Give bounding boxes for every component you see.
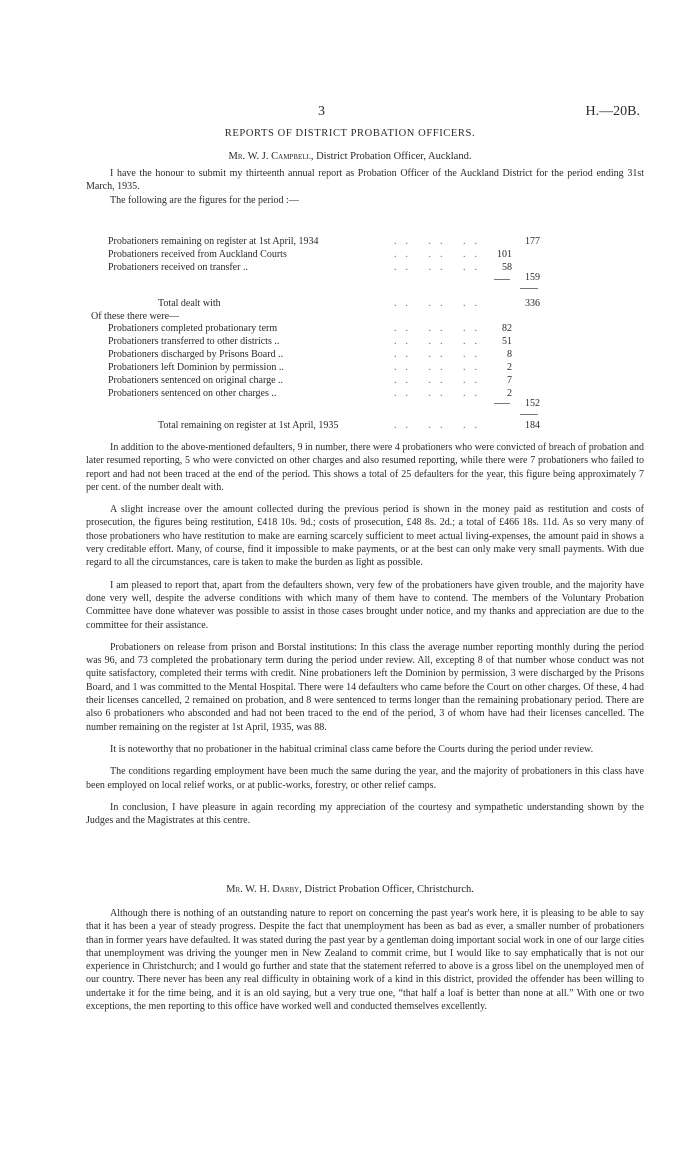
leader-dots: .. .. .. <box>394 236 486 247</box>
report-paragraph: A slight increase over the amount collected during the previous period is shown in the money paid as restitution and costs of prosecution, the figures being restitution, £418 10s. 9d.; costs of prosecution, £48 8s. 2d.; a total of £466 18s. 11d. As so very many of those probationers who have restitution to make are earning scarcely sufficient to meet actual living-expenses, the amount paid in shows a very creditable effort. Many, of course, find it impossible to make payments, or at the best can only make very small payments. With due regard to all the circumstances, care is taken to make the burden as light as possible. <box>86 504 644 569</box>
table2-row-value: 2 <box>507 362 512 373</box>
auckland-officer-heading <box>0 151 700 162</box>
table2-row-value: 51 <box>502 336 512 347</box>
table2-subtotal: 152 <box>525 398 540 409</box>
total-dealt-value: 336 <box>525 298 540 309</box>
leader-dots: .. .. .. <box>394 349 486 360</box>
sum-rule <box>520 288 538 289</box>
report-paragraph: The conditions regarding employment have been much the same during the year, and the majority of probationers in this class have been employed on local relief works, or at public-works, forestry, or other relief camps. <box>86 766 644 791</box>
document-reference: H.—20B. <box>585 104 640 119</box>
total-dealt-label: Total dealt with <box>158 298 221 309</box>
table2-row-value: 7 <box>507 375 512 386</box>
figures-lead: The following are the figures for the period :— <box>110 194 299 206</box>
table1-row-label: Probationers remaining on register at 1st April, 1934 <box>108 236 319 247</box>
table2-row-label: Probationers sentenced on other charges .. <box>108 388 277 399</box>
page-number: 3 <box>318 104 325 119</box>
auckland-intro <box>86 167 644 207</box>
leader-dots: .. .. .. <box>394 336 486 347</box>
christchurch-officer-title: , District Probation Officer, Christchurch. <box>299 884 474 895</box>
table2-row-value: 8 <box>507 349 512 360</box>
report-paragraph: In addition to the above-mentioned defaulters, 9 in number, there were 4 probationers who were convicted of breach of probation and later resumed reporting, 5 who were convicted on other charges and also resumed reporting, while there were 7 probationers who failed to report and had not been traced at the end of the period. This shows a total of 25 defaulters for the year, this figure being approximately 7 per cent. of the number dealt with. <box>86 442 644 493</box>
leader-dots: .. .. .. <box>394 362 486 373</box>
table2-row-value: 82 <box>502 323 512 334</box>
report-paragraph: In conclusion, I have pleasure in again recording my appreciation of the courtesy and sympathetic understanding shown by the Judges and the Magistrates at this centre. <box>86 801 644 827</box>
remaining-label: Total remaining on register at 1st April, 1935 <box>158 420 339 431</box>
of-these-heading: Of these there were— <box>91 311 180 322</box>
report-paragraph: I am pleased to report that, apart from the defaulters shown, very few of the probationers have given trouble, and the majority have done very well, despite the adverse conditions with which many of them have to contend. The members of the Voluntary Probation Committee have done whatever was possible to assist in those cases brought under notice, and my thanks and appreciation are due to the committee for their assistance. <box>86 579 644 631</box>
leader-dots: .. .. .. <box>394 388 486 399</box>
sum-rule <box>494 279 510 280</box>
table2-row-label: Probationers left Dominion by permission .. <box>108 362 284 373</box>
report-paragraph: It is noteworthy that no probationer in the habitual criminal class came before the Courts during the period under review. <box>110 743 594 755</box>
sum-rule <box>520 414 538 415</box>
leader-dots: .. .. .. <box>394 262 486 273</box>
table1-row-label: Probationers received from Auckland Courts <box>108 249 287 260</box>
table2-row-label: Probationers completed probationary term <box>108 323 278 334</box>
leader-dots: .. .. .. <box>394 375 486 386</box>
leader-dots: .. .. .. <box>394 420 486 431</box>
auckland-report-body <box>86 441 644 827</box>
table2-row-label: Probationers discharged by Prisons Board .. <box>108 349 284 360</box>
leader-dots: .. .. .. <box>394 249 486 260</box>
christchurch-officer-heading <box>0 884 700 895</box>
leader-dots: .. .. .. <box>394 323 486 334</box>
table2-row-label: Probationers transferred to other districts .. <box>108 336 280 347</box>
remaining-value: 184 <box>525 420 540 431</box>
table1-row-sub: 58 <box>502 262 512 273</box>
leader-dots: .. .. .. <box>394 298 486 309</box>
report-paragraph: Probationers on release from prison and Borstal institutions: In this class the average number reporting monthly during the period was 96, and 73 completed the probationary term during the period under review. All, excepting 8 of that number whose conduct was not quite satisfactory, completed their terms with credit. Nine probationers left the Dominion by permission, 3 were discharged by the Prisons Board, and 1 was committed to the Mental Hospital. There were 14 defaulters who came before the Court on other charges. Of these, 4 had their licenses cancelled, 2 remained on probation, and 8 were sentenced to terms longer than the remaining probationary period. There are also 6 probationers who absconded and had not been traced to the end of the period, 3 of whom have had their licenses cancelled. The number remaining on the register at 1st April, 1935, was 88. <box>86 641 644 733</box>
christchurch-report-body <box>86 907 644 1013</box>
sum-rule <box>494 403 510 404</box>
table1-row-label: Probationers received on transfer .. <box>108 262 248 273</box>
report-paragraph: Although there is nothing of an outstanding nature to report on concerning the past year's work here, it is pleasing to be able to say that it has been a year of steady progress. Despite the fact that unemployment has been as bad as ever, a smaller number of probationers than in former years have defaulted. It was stated during the past year by a gentleman doing important social work in one of our large cities that unemployment was driving the younger men in New Zealand to commit crime, but I would like to say emphatically that is not our experience in Christchurch; and I would go further and state that the statement referred to above is a gross libel on the unemployed men of our country. There never has been any real difficulty in obtaining work of a kind in this district, provided the offender has been willing to undertake it for the time being, and it is an old saying, but a very true one, “that half a loaf is better than none at all.” With one or two exceptions, the men reporting to this office have worked well and conducted themselves excellently. <box>86 908 644 1013</box>
table1-row-total: 177 <box>525 236 540 247</box>
christchurch-officer-name: Mr. W. H. Darby <box>226 884 300 895</box>
intro-paragraph: I have the honour to submit my thirteenth annual report as Probation Officer of the Auckland District for the period ending 31st March, 1935. <box>86 168 644 193</box>
auckland-officer-name: Mr. W. J. Campbell <box>228 151 311 162</box>
table1-row-sub: 101 <box>497 249 512 260</box>
table1-subtotal: 159 <box>525 272 540 283</box>
table2-row-label: Probationers sentenced on original charge .. <box>108 375 284 386</box>
table2-row-value: 2 <box>507 388 512 399</box>
auckland-officer-title: , District Probation Officer, Auckland. <box>310 151 472 162</box>
page-heading: REPORTS OF DISTRICT PROBATION OFFICERS. <box>224 128 476 139</box>
